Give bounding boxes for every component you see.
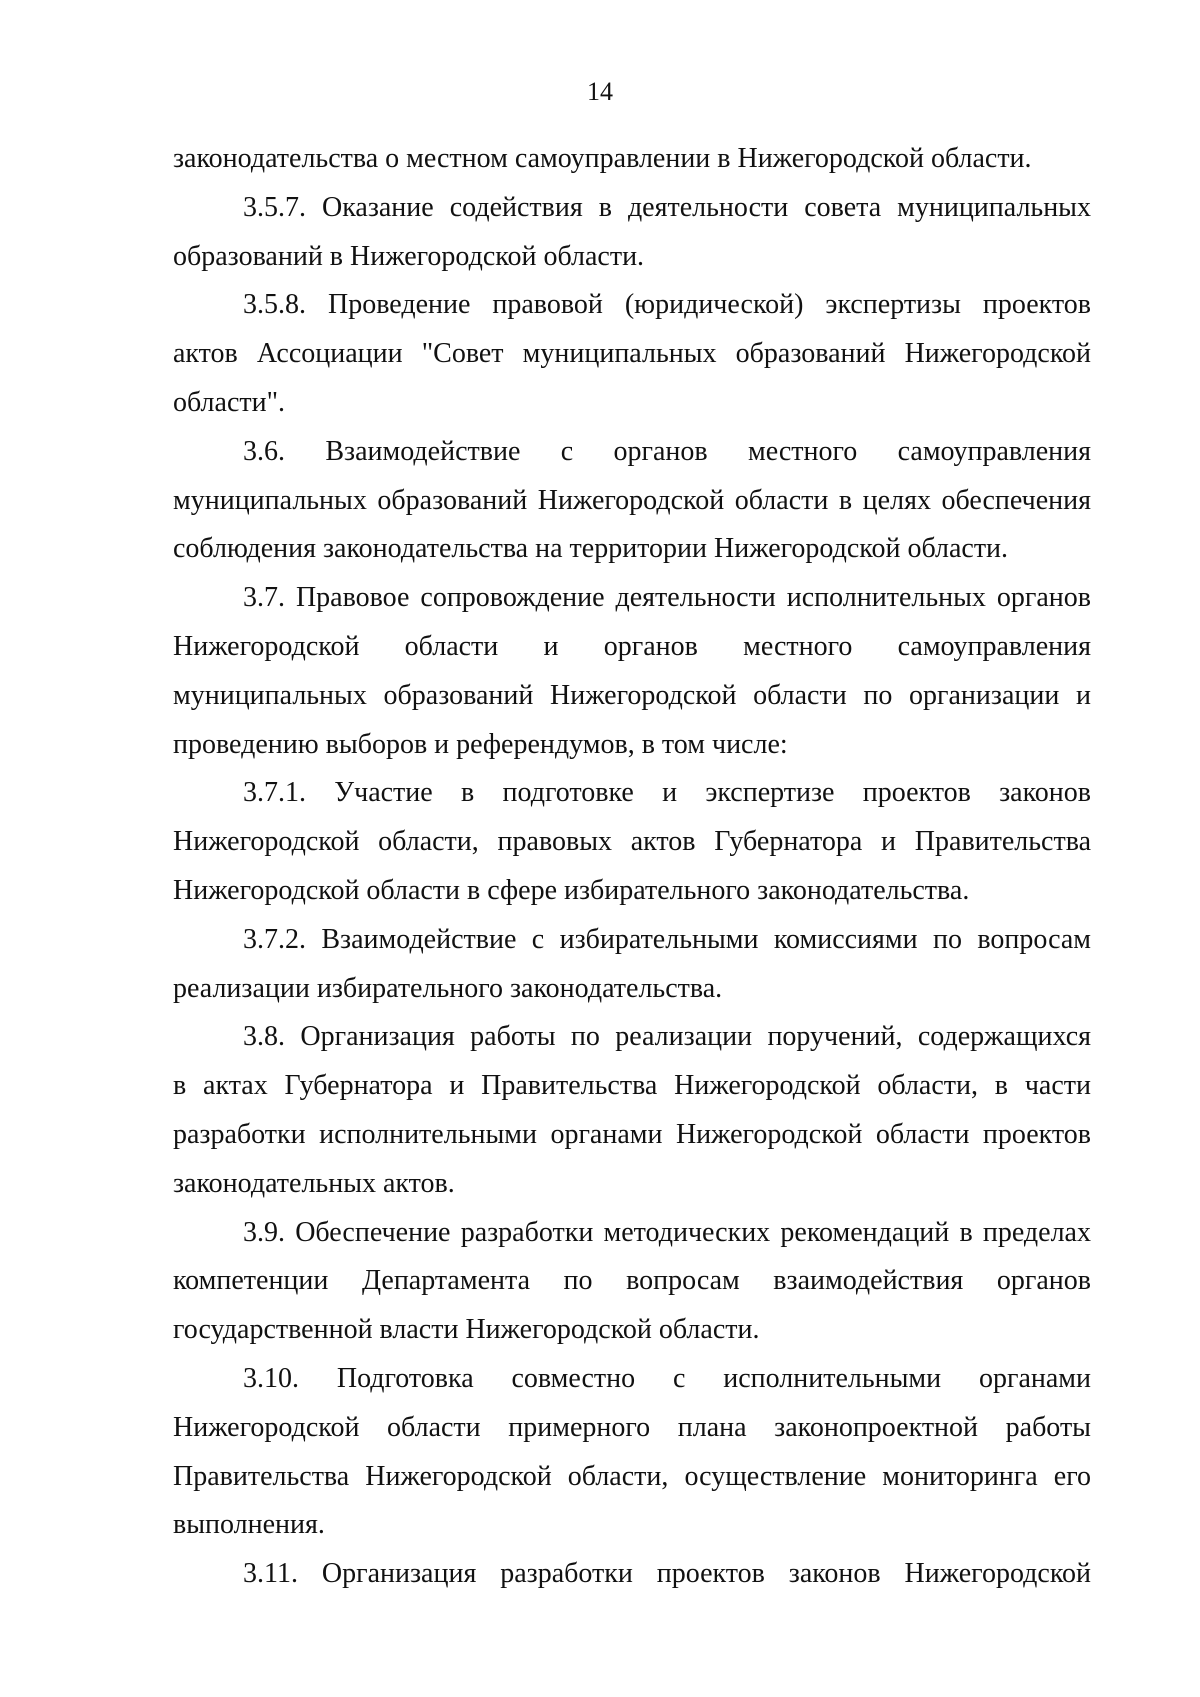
text-line: соблюдения законодательства на территории Нижегородской области. bbox=[173, 533, 1009, 565]
text-line: 3.7.2. Взаимодействие с избирательными комиссиями по вопросам bbox=[243, 923, 1091, 955]
paragraph bbox=[173, 916, 1091, 1014]
document-body bbox=[173, 135, 1091, 1599]
text-line: законодательства о местном самоуправлении в Нижегородской области. bbox=[173, 143, 1032, 174]
text-line: в актах Губернатора и Правительства Нижегородской области, в части bbox=[173, 1070, 1091, 1102]
text-line: муниципальных образований Нижегородской области в целях обеспечения bbox=[173, 484, 1091, 516]
text-line: компетенции Департамента по вопросам взаимодействия органов bbox=[173, 1265, 1091, 1297]
page-number: 14 bbox=[587, 77, 613, 106]
text-line: проведению выборов и референдумов, в том числе: bbox=[173, 728, 788, 760]
text-line: Нижегородской области и органов местного самоуправления bbox=[173, 630, 1091, 662]
text-line: 3.6. Взаимодействие с органов местного самоуправления bbox=[243, 435, 1091, 467]
text-line: разработки исполнительными органами Нижегородской области проектов bbox=[173, 1118, 1091, 1150]
paragraph bbox=[173, 281, 1091, 427]
paragraph bbox=[173, 428, 1091, 574]
text-line: 3.7. Правовое сопровождение деятельности исполнительных органов bbox=[243, 582, 1091, 614]
paragraph bbox=[173, 135, 1091, 184]
text-line: Правительства Нижегородской области, осуществление мониторинга его bbox=[173, 1460, 1091, 1492]
paragraph bbox=[173, 574, 1091, 769]
text-line: 3.8. Организация работы по реализации поручений, содержащихся bbox=[243, 1021, 1091, 1053]
paragraph bbox=[173, 1013, 1091, 1208]
text-line: 3.9. Обеспечение разработки методических рекомендаций в пределах bbox=[243, 1216, 1091, 1248]
text-line: Нижегородской области в сфере избирательного законодательства. bbox=[173, 874, 970, 906]
text-line: 3.10. Подготовка совместно с исполнительными органами bbox=[243, 1362, 1091, 1394]
text-line: муниципальных образований Нижегородской области по организации и bbox=[173, 679, 1091, 711]
paragraph bbox=[173, 1550, 1091, 1599]
paragraph bbox=[173, 1355, 1091, 1550]
text-line: области". bbox=[173, 386, 286, 418]
text-line: государственной власти Нижегородской области. bbox=[173, 1314, 760, 1346]
paragraph bbox=[173, 769, 1091, 915]
text-line: 3.5.7. Оказание содействия в деятельности совета муниципальных bbox=[243, 191, 1091, 223]
text-line: актов Ассоциации "Совет муниципальных образований Нижегородской bbox=[173, 338, 1091, 370]
text-line: 3.11. Организация разработки проектов законов Нижегородской bbox=[243, 1558, 1091, 1590]
text-line: выполнения. bbox=[173, 1509, 325, 1541]
text-line: законодательных актов. bbox=[173, 1167, 455, 1199]
text-line: 3.5.8. Проведение правовой (юридической) экспертизы проектов bbox=[243, 289, 1091, 321]
text-line: 3.7.1. Участие в подготовке и экспертизе проектов законов bbox=[243, 777, 1091, 809]
text-line: реализации избирательного законодательства. bbox=[173, 972, 723, 1004]
text-line: образований в Нижегородской области. bbox=[173, 240, 645, 272]
text-line: Нижегородской области примерного плана законопроектной работы bbox=[173, 1411, 1091, 1443]
text-line: Нижегородской области, правовых актов Губернатора и Правительства bbox=[173, 826, 1091, 858]
paragraph bbox=[173, 1209, 1091, 1355]
paragraph bbox=[173, 184, 1091, 282]
